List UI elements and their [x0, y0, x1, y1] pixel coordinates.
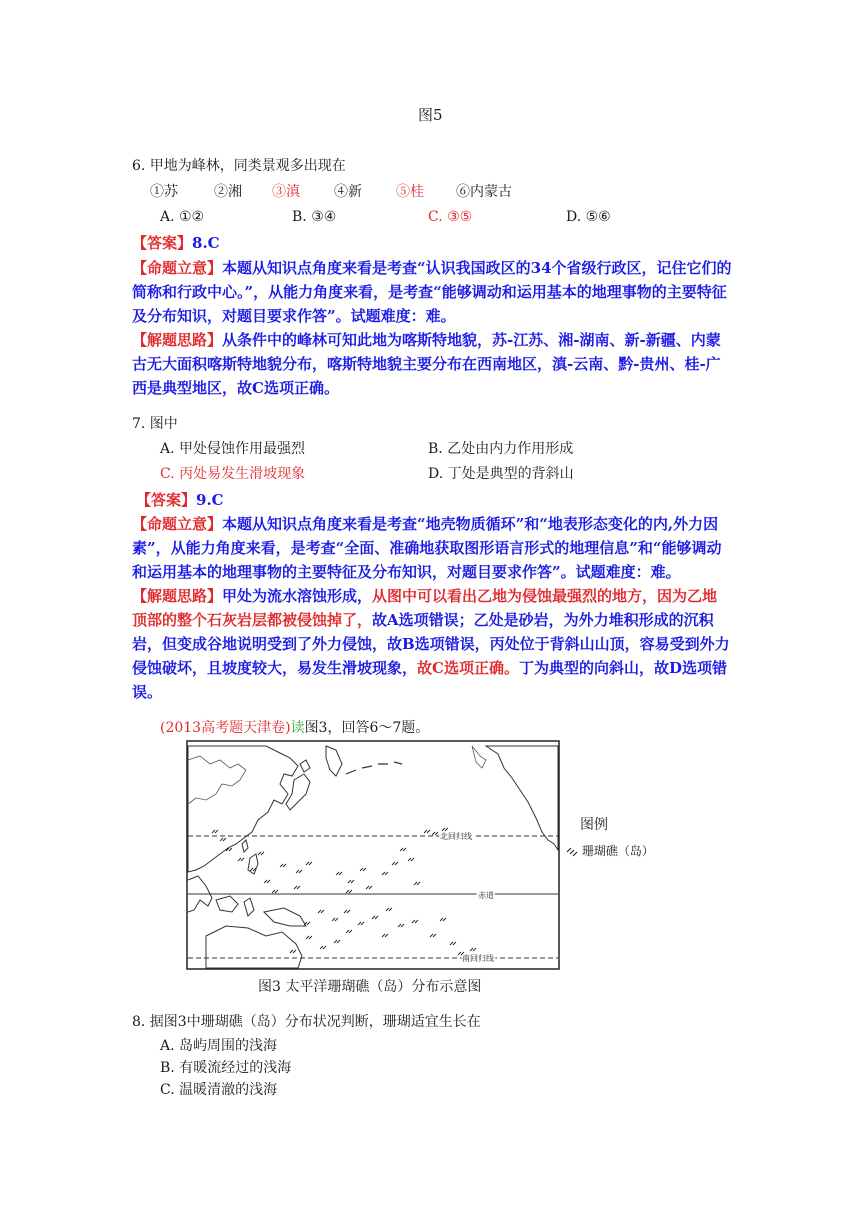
question-6-stem: 6. 甲地为峰林，同类景观多出现在 [132, 158, 346, 174]
q7-option-c: C. 丙处易发生滑坡现象 [160, 466, 306, 482]
answer-tag: 【答案】 [136, 491, 197, 509]
thinking-text-3: 故A选项错误；乙处是砂岩，为外力堆积形成的沉积岩，但变成谷地说明受到了外力侵蚀，故B选项错误，丙处位于背斜山山顶，容易受到外力侵蚀破坏，且坡度较大，易发生滑坡现象， [132, 611, 730, 677]
intent-tag: 【命题立意】 [132, 515, 223, 533]
q8-option-c: C. 温暖清澈的浅海 [160, 1082, 278, 1098]
coral-reef-icon [566, 846, 578, 858]
thinking-text-1: 甲处为流水溶蚀形成， [222, 587, 373, 605]
q8-option-a: A. 岛屿周围的浅海 [160, 1038, 278, 1054]
q6-item-3: ③滇 [272, 184, 300, 200]
map-caption: 图3 太平洋珊瑚礁（岛）分布示意图 [258, 979, 482, 995]
tropic-south-label: 南回归线 [462, 954, 494, 963]
tropic-north-label: 北回归线 [440, 832, 472, 841]
q6-answer [132, 232, 220, 253]
q7-option-d: D. 丁处是典型的背斜山 [428, 466, 574, 482]
q7-answer [136, 489, 224, 510]
source-rest: 图3，回答6～7题。 [304, 720, 430, 736]
source-read: 读 [290, 720, 305, 736]
q6-option-b: B. ③④ [292, 209, 337, 225]
legend-title: 图例 [580, 817, 608, 833]
q6-option-c: C. ③⑤ [428, 209, 473, 225]
thinking-text-5: 丁为典型的向斜山，故D选项错误。 [132, 659, 727, 701]
intent-text: 本题从知识点角度来看是考查“认识我国政区的34个省级行政区，记住它们的简称和行政中心。”，从能力角度来看，是考查“能够调动和运用基本的地理事物的主要特征及分布知识，对题目要求作答”。试题难度：难。 [132, 259, 732, 325]
legend-item-label: 珊瑚礁（岛） [581, 844, 654, 858]
source-tag: (2013高考题天津卷) [160, 720, 291, 736]
q6-item-6: ⑥内蒙古 [456, 184, 512, 200]
thinking-tag: 【解题思路】 [132, 331, 223, 349]
thinking-text: 从条件中的峰林可知此地为喀斯特地貌，苏-江苏、湘-湖南、新-新疆、内蒙古无大面积喀斯特地貌分布，喀斯特地貌主要分布在西南地区，滇-云南、黔-贵州、桂-广西是典型地区，故C选项正确。 [132, 331, 721, 397]
q7-thinking [132, 584, 732, 704]
q6-option-d: D. ⑤⑥ [566, 209, 611, 225]
pacific-coral-map [186, 740, 560, 972]
q6-item-2: ②湘 [214, 184, 242, 200]
figure-5-caption: 图5 [418, 106, 443, 124]
answer-value: 8.C [192, 234, 220, 252]
q6-item-5: ⑤桂 [396, 184, 424, 200]
question-8-stem: 8. 据图3中珊瑚礁（岛）分布状况判断，珊瑚适宜生长在 [132, 1014, 481, 1030]
answer-tag: 【答案】 [132, 234, 193, 252]
answer-value: 9.C [196, 491, 224, 509]
q6-intent [132, 256, 732, 328]
q7-option-a: A. 甲处侵蚀作用最强烈 [160, 441, 306, 457]
q6-item-4: ④新 [334, 184, 362, 200]
q8-option-b: B. 有暖流经过的浅海 [160, 1060, 292, 1076]
q6-item-1: ①苏 [150, 184, 178, 200]
q6-thinking [132, 328, 732, 400]
intent-tag: 【命题立意】 [132, 259, 223, 277]
intent-text: 本题从知识点角度来看是考查“地壳物质循环”和“地表形态变化的内,外力因素”，从能力角度来看，是考查“全面、准确地获取图形语言形式的地理信息”和“能够调动和运用基本的地理事物的主要特征及分布知识，对题目要求作答”。试题难度：难。 [132, 515, 722, 581]
question-7-stem: 7. 图中 [132, 416, 178, 432]
equator-label: 赤道 [478, 891, 494, 900]
source-line [160, 718, 429, 738]
q7-intent [132, 512, 732, 584]
legend-item [566, 842, 654, 859]
thinking-tag: 【解题思路】 [132, 587, 223, 605]
q6-option-a: A. ①② [160, 209, 205, 225]
q7-option-b: B. 乙处由内力作用形成 [428, 441, 574, 457]
thinking-text-2: 从图中可以看出乙地为侵蚀最强烈的地方，因为乙地顶部的整个石灰岩层都被侵蚀掉了， [132, 587, 718, 629]
thinking-text-4: 故C选项正确。 [417, 659, 519, 677]
